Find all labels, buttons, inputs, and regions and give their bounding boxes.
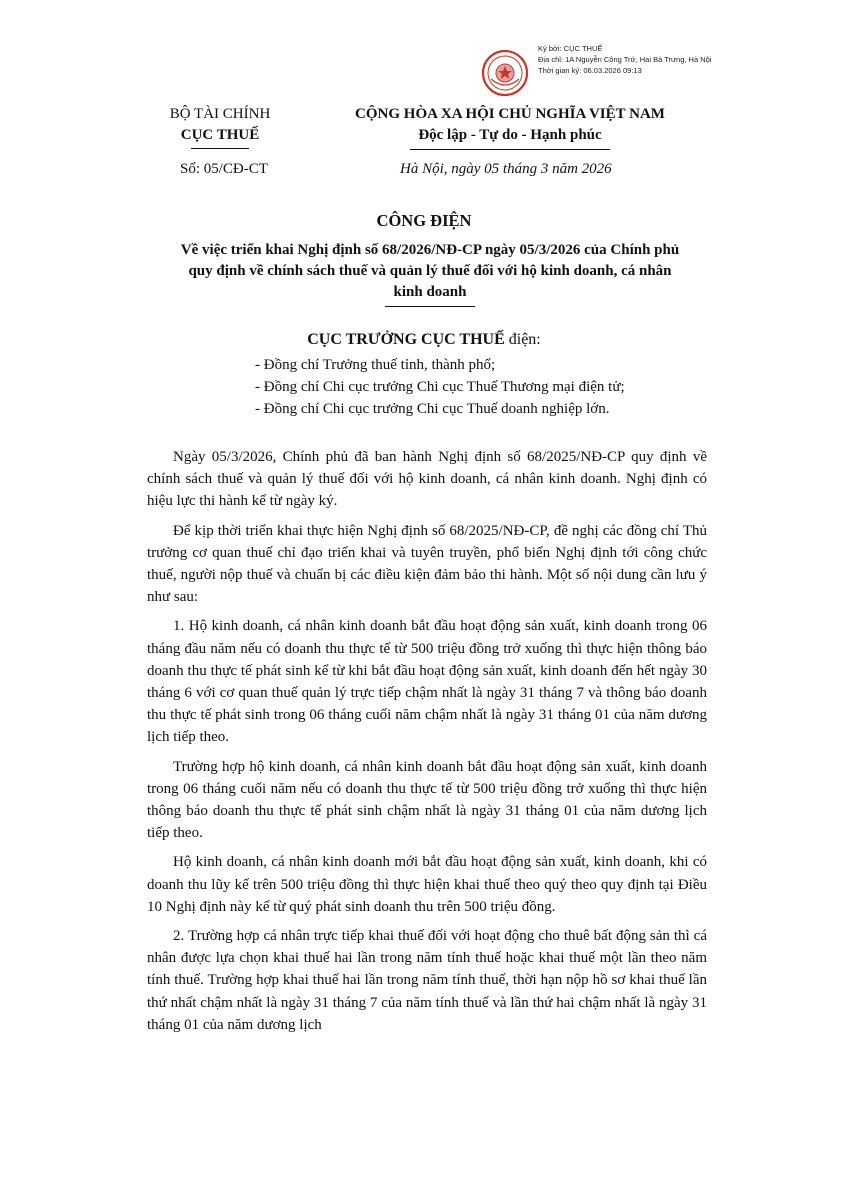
body-paragraph: Hộ kinh doanh, cá nhân kinh doanh mới bắt đầu hoạt động sản xuất, kinh doanh, khi có doanh thu lũy kế trên 500 triệu đồng thì thực hiện khai thuế theo quý theo quy định tại Điều 10 Nghị định này kể từ quý phát sinh doanh thu trên 500 triệu đồng. [147, 854, 707, 915]
agency-underline [191, 148, 249, 149]
subject-line-1: Về việc triển khai Nghị định số 68/2026/NĐ-CP ngày 05/3/2026 của Chính phủ [180, 242, 680, 258]
country-name: CỘNG HÒA XA HỘI CHỦ NGHĨA VIỆT NAM [355, 106, 665, 122]
body-paragraph: 2. Trường hợp cá nhân trực tiếp khai thuế đối với hoạt động cho thuê bất động sản thì cá nhân được lựa chọn khai thuế hai lần trong năm tính thuế hoặc khai thuế một lần theo năm tính thuế. Trường hợp khai thuế hai lần trong năm tính thuế, thời hạn nộp hồ sơ khai thuế lần thứ nhất chậm nhất là ngày 31 tháng 7 của năm tính thuế và lần thứ hai chậm nhất là ngày 31 tháng 01 của năm dương lịch [147, 928, 707, 1033]
document-body [147, 446, 707, 1043]
department-name: CỤC THUẾ [180, 127, 260, 143]
signed-time: Thời gian ký: 06.03.2026 09:13 [538, 66, 642, 75]
subject-line-2: quy định về chính sách thuế và quản lý thuế đối với hộ kinh doanh, cá nhân [188, 263, 672, 279]
ministry-name: BỘ TÀI CHÍNH [169, 106, 271, 122]
recipient-item: - Đồng chí Trưởng thuế tỉnh, thành phố; [255, 357, 496, 373]
body-paragraph: 1. Hộ kinh doanh, cá nhân kinh doanh bắt đầu hoạt động sản xuất, kinh doanh trong 06 tháng đầu năm nếu có doanh thu thực tế từ 500 triệu đồng trở xuống thì thực hiện thông báo doanh thu thực tế phát sinh kể từ khi bắt đầu hoạt động sản xuất, kinh doanh đến hết ngày 30 tháng 6 với cơ quan thuế quản lý trực tiếp chậm nhất là ngày 31 tháng 7 và thông báo doanh thu thực tế phát sinh trong 06 tháng cuối năm chậm nhất là ngày 31 tháng 01 của năm dương lịch tiếp theo. [147, 618, 707, 746]
subject-line-3: kinh doanh [393, 284, 467, 300]
recipient-item: - Đồng chí Chi cục trưởng Chi cục Thuế Thương mại điện tử; [255, 379, 625, 395]
sender-suffix: điện: [504, 331, 541, 348]
sender-title: CỤC TRƯỞNG CỤC THUẾ [307, 331, 505, 348]
body-paragraph: Ngày 05/3/2026, Chính phủ đã ban hành Nghị định số 68/2025/NĐ-CP quy định về chính sách thuế và quản lý thuế đối với hộ kinh doanh, cá nhân kinh doanh. Nghị định có hiệu lực thi hành kể từ ngày ký. [147, 449, 707, 510]
subject-underline [385, 306, 475, 307]
state-emblem-seal-icon [481, 49, 529, 97]
document-subject [150, 240, 710, 303]
place-and-date: Hà Nội, ngày 05 tháng 3 năm 2026 [400, 161, 612, 177]
document-number: Số: 05/CĐ-CT [180, 161, 268, 177]
issuing-agency [150, 104, 290, 149]
digital-signature-info [538, 43, 711, 76]
national-motto: Độc lập - Tự do - Hạnh phúc [418, 127, 602, 143]
sender-line [0, 331, 848, 349]
recipient-list [255, 354, 625, 420]
body-paragraph: Trường hợp hộ kinh doanh, cá nhân kinh doanh bắt đầu hoạt động sản xuất, kinh doanh trong 06 tháng cuối năm nếu có doanh thu thực tế từ 500 triệu đồng trở xuống thì thực hiện thông báo doanh thu thực tế phát sinh chậm nhất là ngày 31 tháng 01 của năm dương lịch tiếp theo. [147, 758, 707, 842]
signer-address: Địa chỉ: 1A Nguyễn Công Trứ, Hai Bà Trưng, Hà Nội [538, 55, 712, 64]
signed-by: Ký bởi: CỤC THUẾ [538, 44, 603, 53]
body-paragraph: Để kịp thời triển khai thực hiện Nghị định số 68/2025/NĐ-CP, đề nghị các đồng chí Thủ trưởng cơ quan thuế chỉ đạo triển khai và tuyên truyền, phổ biến Nghị định tới công chức thuế, người nộp thuế và chuẩn bị các điều kiện đảm bảo thi hành. Một số nội dung cần lưu ý như sau: [147, 522, 707, 606]
recipient-item: - Đồng chí Chi cục trưởng Chi cục Thuế doanh nghiệp lớn. [255, 401, 610, 417]
national-heading [345, 104, 675, 150]
document-type: CÔNG ĐIỆN [376, 211, 472, 230]
motto-underline [410, 149, 610, 150]
